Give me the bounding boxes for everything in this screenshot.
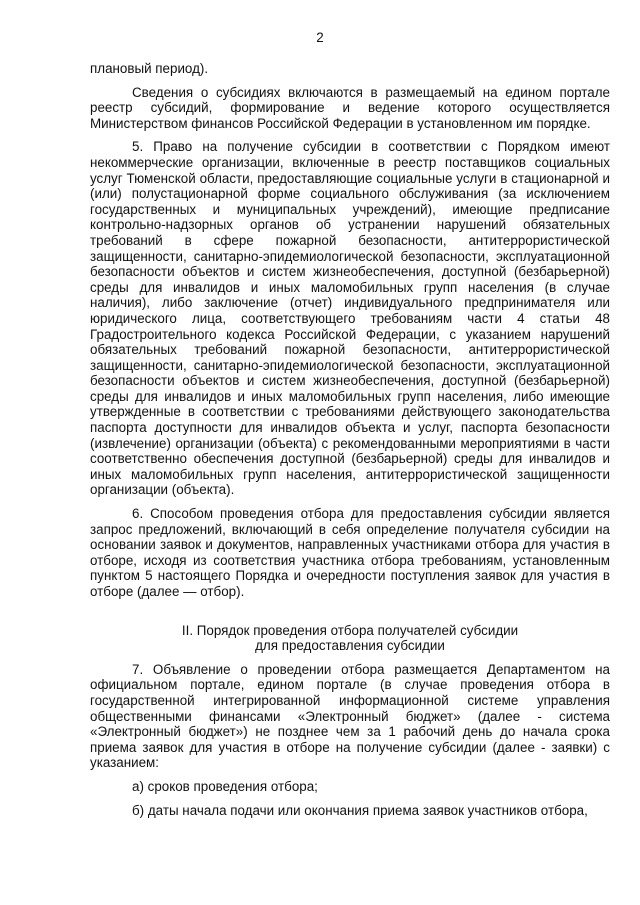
paragraph-subsidy-registry: Сведения о субсидиях включаются в размещаемый на едином портале реестр субсидий, формирование и ведение которого осуществляется Министерством финансов Российской Федерации в установленном им порядке. [90, 84, 610, 131]
section-heading [90, 623, 610, 654]
page-number: 2 [316, 30, 324, 45]
document-body [90, 61, 610, 818]
paragraph-6-selection-method: 6. Способом проведения отбора для предоставления субсидии является запрос предложений, включающий в себя определение получателя субсидии на основании заявок и документов, направленных участниками отбора для участия в отборе, исходя из соответствия участника отбора требованиям, установленным пунктом 5 настоящего Порядка и очередности поступления заявок для участия в отборе (далее — отбор). [90, 506, 610, 599]
list-item-b: б) даты начала подачи или окончания приема заявок участников отбора, [132, 802, 588, 818]
section-title-line-2: для предоставления субсидии [255, 638, 445, 654]
paragraph-5-eligibility: 5. Право на получение субсидии в соответствии с Порядком имеют некоммерческие организации, включенные в реестр поставщиков социальных услуг Тюменской области, предоставляющие социальные услуги в стационарной и (или) полустационарной форме социального обслуживания (за исключением государственных и муниципальных учреждений), имеющие предписание контрольно-надзорных органов об устранении нарушений обязательных требований в сфере пожарной безопасности, антитеррористической защищенности, санитарно-эпидемиологической безопасности, эксплуатационной безопасности объектов и систем жизнеобеспечения, доступной (безбарьерной) среды для инвалидов и иных маломобильных групп населения (в случае наличия), либо заключение (отчет) индивидуального предпринимателя или юридического лица, соответствующего требованиям части 4 статьи 48 Градостроительного кодекса Российской Федерации, с указанием нарушений обязательных требований пожарной безопасности, антитеррористической защищенности, санитарно-эпидемиологической безопасности, эксплуатационной безопасности объектов и систем жизнеобеспечения, доступной (безбарьерной) среды для инвалидов и иных маломобильных групп населения, либо имеющие утвержденные в соответствии с требованиями действующего законодательства паспорта доступности для инвалидов объекта и услуг, паспорта безопасности (извлечение) организации (объекта) с рекомендованными мероприятиями в части соответственно обеспечения доступной (безбарьерной) среды для инвалидов и иных маломобильных групп населения, антитеррористической защищенности организации (объекта). [90, 139, 610, 498]
list-item-a: а) сроков проведения отбора; [132, 778, 318, 794]
paragraph-continuation: плановый период). [90, 61, 209, 76]
paragraph-7-announcement: 7. Объявление о проведении отбора размещается Департаментом на официальном портале, едином портале (в случае проведения отбора в государственной интегрированной информационной системе управления общественными финансами «Электронный бюджет» (далее - система «Электронный бюджет») не позднее чем за 1 рабочий день до начала срока приема заявок для участия в отборе на получение субсидии (далее - заявки) с указанием: [90, 661, 610, 771]
section-title-line-1: II. Порядок проведения отбора получателей субсидии [181, 622, 519, 638]
